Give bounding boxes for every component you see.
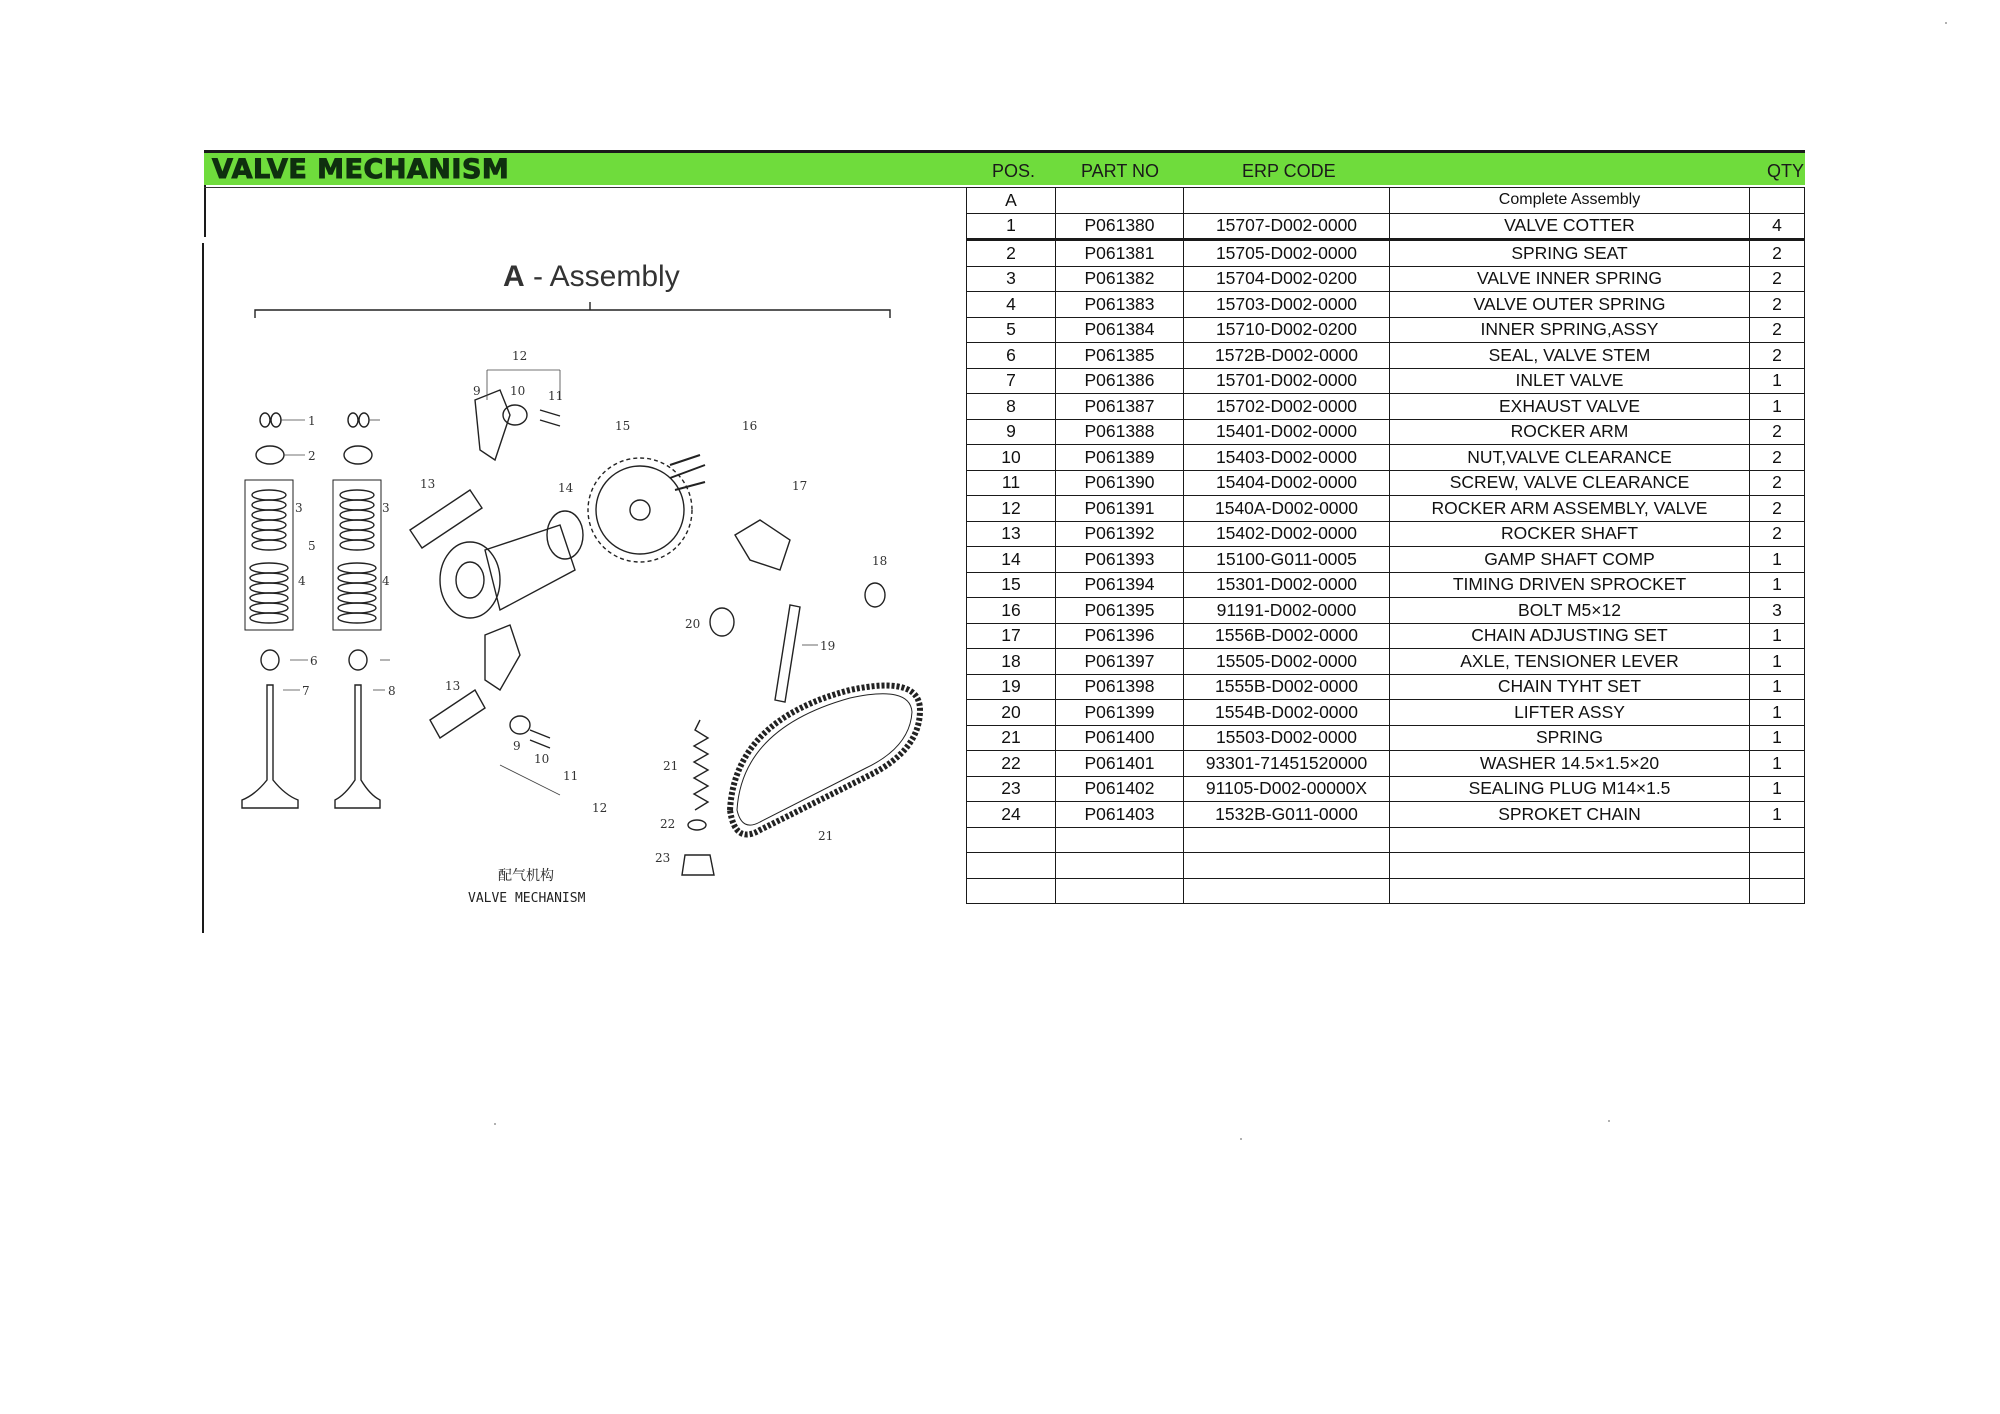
part-no-cell: P061395 <box>1056 598 1184 624</box>
erp-code-cell <box>1184 188 1390 214</box>
part-row <box>967 674 1805 700</box>
part-row <box>967 470 1805 496</box>
valve-clearance-nut-lower <box>510 716 530 734</box>
erp-code-cell <box>1184 853 1390 879</box>
part-no-cell: P061402 <box>1056 776 1184 802</box>
description-cell: VALVE OUTER SPRING <box>1390 292 1750 318</box>
sprocket-chain <box>730 686 920 835</box>
description-cell <box>1390 878 1750 904</box>
clearance-screw-lower <box>530 730 550 748</box>
pos-cell: 10 <box>967 445 1056 471</box>
description-cell: TIMING DRIVEN SPROCKET <box>1390 572 1750 598</box>
qty-cell <box>1750 878 1805 904</box>
description-cell: EXHAUST VALVE <box>1390 394 1750 420</box>
lifter <box>710 608 734 636</box>
empty-row <box>967 827 1805 853</box>
scan-speck <box>494 1123 496 1125</box>
description-cell: Complete Assembly <box>1390 188 1750 214</box>
pos-cell: 5 <box>967 317 1056 343</box>
timing-sprocket <box>588 458 692 562</box>
erp-code-cell: 15702-D002-0000 <box>1184 394 1390 420</box>
frame-line <box>204 187 966 188</box>
description-cell: ROCKER ARM ASSEMBLY, VALVE <box>1390 496 1750 522</box>
pos-cell: 8 <box>967 394 1056 420</box>
part-no-cell: P061384 <box>1056 317 1184 343</box>
qty-cell: 2 <box>1750 470 1805 496</box>
description-cell: SPRING SEAT <box>1390 240 1750 267</box>
qty-cell: 1 <box>1750 547 1805 573</box>
part-no-cell: P061385 <box>1056 343 1184 369</box>
callout-label: 3 <box>295 501 303 515</box>
parts-table-body <box>967 188 1805 904</box>
part-no-cell: P061397 <box>1056 649 1184 675</box>
qty-cell: 1 <box>1750 572 1805 598</box>
spring-seat-right <box>344 446 372 464</box>
chain-tyht-set <box>775 605 800 702</box>
erp-code-cell: 15710-D002-0200 <box>1184 317 1390 343</box>
description-cell: WASHER 14.5×1.5×20 <box>1390 751 1750 777</box>
erp-code-cell: 15401-D002-0000 <box>1184 419 1390 445</box>
callout-label: 12 <box>512 349 528 363</box>
qty-cell: 2 <box>1750 445 1805 471</box>
callout-label: 9 <box>513 739 521 753</box>
part-no-cell: P061391 <box>1056 496 1184 522</box>
callout-label: 2 <box>308 449 316 463</box>
part-row <box>967 521 1805 547</box>
pos-cell: 3 <box>967 266 1056 292</box>
pos-cell: 11 <box>967 470 1056 496</box>
part-no-cell: P061386 <box>1056 368 1184 394</box>
callout-label: 10 <box>510 384 526 398</box>
part-row <box>967 419 1805 445</box>
description-cell: ROCKER ARM <box>1390 419 1750 445</box>
valve-spring-right <box>338 490 376 623</box>
description-cell: SEAL, VALVE STEM <box>1390 343 1750 369</box>
erp-code-cell: 1532B-G011-0000 <box>1184 802 1390 828</box>
erp-code-cell: 15402-D002-0000 <box>1184 521 1390 547</box>
qty-cell: 2 <box>1750 521 1805 547</box>
description-cell: ROCKER SHAFT <box>1390 521 1750 547</box>
part-row <box>967 368 1805 394</box>
part-no-cell: P061380 <box>1056 213 1184 240</box>
part-no-cell: P061394 <box>1056 572 1184 598</box>
qty-cell: 2 <box>1750 343 1805 369</box>
callout-label: 18 <box>872 554 888 568</box>
assembly-label: - Assembly <box>524 260 680 293</box>
pos-cell: 17 <box>967 623 1056 649</box>
description-cell: NUT,VALVE CLEARANCE <box>1390 445 1750 471</box>
description-cell: AXLE, TENSIONER LEVER <box>1390 649 1750 675</box>
erp-code-cell <box>1184 827 1390 853</box>
qty-cell: 2 <box>1750 317 1805 343</box>
part-row <box>967 751 1805 777</box>
parts-table <box>966 187 1805 904</box>
empty-row <box>967 853 1805 879</box>
qty-cell <box>1750 827 1805 853</box>
description-cell: SEALING PLUG M14×1.5 <box>1390 776 1750 802</box>
part-no-cell: P061400 <box>1056 725 1184 751</box>
qty-cell <box>1750 853 1805 879</box>
qty-cell: 2 <box>1750 292 1805 318</box>
pos-cell: 9 <box>967 419 1056 445</box>
part-no-cell <box>1056 827 1184 853</box>
part-no-cell: P061403 <box>1056 802 1184 828</box>
part-row <box>967 776 1805 802</box>
valve-cotter-right <box>348 413 369 427</box>
description-cell: SPRING <box>1390 725 1750 751</box>
callout-label: 8 <box>388 684 396 698</box>
valve-seal-right <box>349 650 367 670</box>
rocker-shaft-lower <box>430 690 485 738</box>
part-row <box>967 496 1805 522</box>
callout-label: 23 <box>655 851 671 865</box>
erp-code-cell: 1554B-D002-0000 <box>1184 700 1390 726</box>
callout-label: 7 <box>302 684 310 698</box>
rocker-arm-upper <box>475 390 510 460</box>
description-cell: VALVE INNER SPRING <box>1390 266 1750 292</box>
part-row <box>967 802 1805 828</box>
callout-label: 3 <box>382 501 390 515</box>
spring-box-left <box>245 480 293 630</box>
part-row <box>967 547 1805 573</box>
erp-code-cell: 15705-D002-0000 <box>1184 240 1390 267</box>
description-cell: LIFTER ASSY <box>1390 700 1750 726</box>
part-row <box>967 240 1805 267</box>
qty-cell: 1 <box>1750 751 1805 777</box>
pos-cell: 21 <box>967 725 1056 751</box>
part-no-cell: P061383 <box>1056 292 1184 318</box>
erp-code-cell: 1555B-D002-0000 <box>1184 674 1390 700</box>
erp-code-cell: 15505-D002-0000 <box>1184 649 1390 675</box>
qty-cell: 1 <box>1750 725 1805 751</box>
column-header-erp-code: ERP CODE <box>1242 161 1336 181</box>
qty-cell: 1 <box>1750 776 1805 802</box>
qty-cell: 2 <box>1750 240 1805 267</box>
diagram-caption-cn: 配气机构 <box>498 868 554 884</box>
assembly-bracket <box>255 310 890 318</box>
callout-label: 13 <box>420 477 436 491</box>
scan-speck <box>1240 1138 1242 1140</box>
pos-cell: 1 <box>967 213 1056 240</box>
qty-cell: 1 <box>1750 649 1805 675</box>
part-row <box>967 700 1805 726</box>
tensioner-axle <box>865 583 885 607</box>
callout-label: 6 <box>310 654 318 668</box>
clearance-screw-upper <box>540 410 560 426</box>
scan-speck <box>1608 1120 1610 1122</box>
description-cell: BOLT M5×12 <box>1390 598 1750 624</box>
part-row <box>967 213 1805 240</box>
valve-cotter-left <box>260 413 281 427</box>
pos-cell: 22 <box>967 751 1056 777</box>
pos-cell: 13 <box>967 521 1056 547</box>
callout-label: 13 <box>445 679 461 693</box>
frame-line <box>204 185 206 237</box>
diagram-caption-en: VALVE MECHANISM <box>468 891 586 906</box>
part-no-cell: P061401 <box>1056 751 1184 777</box>
erp-code-cell: 1556B-D002-0000 <box>1184 623 1390 649</box>
pos-cell: 12 <box>967 496 1056 522</box>
erp-code-cell: 15704-D002-0200 <box>1184 266 1390 292</box>
description-cell: SCREW, VALVE CLEARANCE <box>1390 470 1750 496</box>
erp-code-cell: 15100-G011-0005 <box>1184 547 1390 573</box>
erp-code-cell: 15403-D002-0000 <box>1184 445 1390 471</box>
pos-cell: 24 <box>967 802 1056 828</box>
part-row <box>967 343 1805 369</box>
callout-label: 21 <box>663 759 679 773</box>
erp-code-cell: 1540A-D002-0000 <box>1184 496 1390 522</box>
qty-cell: 2 <box>1750 419 1805 445</box>
part-no-cell: P061398 <box>1056 674 1184 700</box>
pos-cell: 14 <box>967 547 1056 573</box>
part-no-cell: P061392 <box>1056 521 1184 547</box>
qty-cell: 2 <box>1750 496 1805 522</box>
callout-label: 15 <box>615 419 631 433</box>
part-no-cell <box>1056 853 1184 879</box>
callout-label: 4 <box>382 574 390 588</box>
qty-cell: 3 <box>1750 598 1805 624</box>
pos-cell: 4 <box>967 292 1056 318</box>
part-row <box>967 445 1805 471</box>
description-cell: INNER SPRING,ASSY <box>1390 317 1750 343</box>
part-row <box>967 292 1805 318</box>
spring-box-right <box>333 480 381 630</box>
callout-label: 21 <box>818 829 834 843</box>
description-cell <box>1390 827 1750 853</box>
callout-label: 9 <box>473 384 481 398</box>
callout-label: 16 <box>742 419 758 433</box>
frame-line <box>202 243 204 933</box>
part-row <box>967 394 1805 420</box>
part-no-cell: P061387 <box>1056 394 1184 420</box>
callout-label: 12 <box>592 801 608 815</box>
part-no-cell: P061393 <box>1056 547 1184 573</box>
part-row <box>967 598 1805 624</box>
pos-cell: 20 <box>967 700 1056 726</box>
chain-adjusting-lever <box>735 520 790 570</box>
pos-cell: 2 <box>967 240 1056 267</box>
callout-label: 11 <box>563 769 579 783</box>
column-header-part-no: PART NO <box>1081 161 1160 181</box>
pos-cell <box>967 853 1056 879</box>
spring-seat-left <box>256 446 284 464</box>
sealing-plug <box>682 855 714 875</box>
callout-label: 4 <box>298 574 306 588</box>
erp-code-cell: 15404-D002-0000 <box>1184 470 1390 496</box>
qty-cell: 1 <box>1750 623 1805 649</box>
part-no-cell: P061388 <box>1056 419 1184 445</box>
qty-cell: 1 <box>1750 394 1805 420</box>
callout-label: 11 <box>548 389 564 403</box>
description-cell: CHAIN ADJUSTING SET <box>1390 623 1750 649</box>
tensioner-spring <box>694 720 708 810</box>
description-cell: SPROKET CHAIN <box>1390 802 1750 828</box>
erp-code-cell: 93301-71451520000 <box>1184 751 1390 777</box>
part-no-cell: P061389 <box>1056 445 1184 471</box>
assembly-letter: A <box>503 260 525 293</box>
callout-label: 1 <box>308 414 316 428</box>
callout-label: 22 <box>660 817 676 831</box>
qty-cell: 1 <box>1750 802 1805 828</box>
washer <box>688 820 706 830</box>
part-row <box>967 572 1805 598</box>
description-cell: VALVE COTTER <box>1390 213 1750 240</box>
qty-cell: 1 <box>1750 674 1805 700</box>
empty-row <box>967 878 1805 904</box>
description-cell <box>1390 853 1750 879</box>
pos-cell: A <box>967 188 1056 214</box>
rocker-arm-lower <box>485 625 520 690</box>
part-no-cell: P061399 <box>1056 700 1184 726</box>
part-no-cell: P061396 <box>1056 623 1184 649</box>
description-cell: INLET VALVE <box>1390 368 1750 394</box>
pos-cell: 18 <box>967 649 1056 675</box>
header-band <box>204 150 1805 185</box>
part-no-cell: P061382 <box>1056 266 1184 292</box>
rocker-shaft-upper <box>410 490 482 548</box>
part-no-cell: P061381 <box>1056 240 1184 267</box>
callout-label: 14 <box>558 481 574 495</box>
part-row <box>967 317 1805 343</box>
pos-cell: 6 <box>967 343 1056 369</box>
valve-seal-left <box>261 650 279 670</box>
callout-label: 5 <box>308 539 316 553</box>
qty-cell: 1 <box>1750 368 1805 394</box>
column-header-pos: POS. <box>992 161 1036 181</box>
erp-code-cell: 91191-D002-0000 <box>1184 598 1390 624</box>
pos-cell: 23 <box>967 776 1056 802</box>
exhaust-valve <box>335 685 380 808</box>
qty-cell: 1 <box>1750 700 1805 726</box>
erp-code-cell: 15701-D002-0000 <box>1184 368 1390 394</box>
part-no-cell <box>1056 878 1184 904</box>
pos-cell: 16 <box>967 598 1056 624</box>
erp-code-cell: 15503-D002-0000 <box>1184 725 1390 751</box>
qty-cell: 4 <box>1750 213 1805 240</box>
part-row <box>967 623 1805 649</box>
pos-cell: 7 <box>967 368 1056 394</box>
description-cell: CHAIN TYHT SET <box>1390 674 1750 700</box>
erp-code-cell: 1572B-D002-0000 <box>1184 343 1390 369</box>
pos-cell: 19 <box>967 674 1056 700</box>
callout-label: 20 <box>685 617 701 631</box>
qty-cell <box>1750 188 1805 214</box>
camshaft-bearing <box>440 542 500 618</box>
erp-code-cell: 91105-D002-00000X <box>1184 776 1390 802</box>
callout-label: 17 <box>792 479 808 493</box>
part-no-cell <box>1056 188 1184 214</box>
inlet-valve <box>242 685 298 808</box>
callout-label: 19 <box>820 639 836 653</box>
callout-label: 10 <box>534 752 550 766</box>
scan-speck <box>1945 22 1947 24</box>
erp-code-cell: 15707-D002-0000 <box>1184 213 1390 240</box>
part-row <box>967 725 1805 751</box>
erp-code-cell: 15301-D002-0000 <box>1184 572 1390 598</box>
description-cell: GAMP SHAFT COMP <box>1390 547 1750 573</box>
pos-cell: 15 <box>967 572 1056 598</box>
valve-spring-left <box>250 490 288 623</box>
part-no-cell: P061390 <box>1056 470 1184 496</box>
section-title: VALVE MECHANISM <box>212 154 510 185</box>
erp-code-cell <box>1184 878 1390 904</box>
part-row <box>967 649 1805 675</box>
column-header-qty: QTY <box>1767 161 1805 181</box>
exploded-diagram <box>230 250 950 920</box>
pos-cell <box>967 878 1056 904</box>
assembly-row <box>967 188 1805 214</box>
valve-clearance-nut-upper <box>503 405 527 425</box>
erp-code-cell: 15703-D002-0000 <box>1184 292 1390 318</box>
pos-cell <box>967 827 1056 853</box>
qty-cell: 2 <box>1750 266 1805 292</box>
part-row <box>967 266 1805 292</box>
